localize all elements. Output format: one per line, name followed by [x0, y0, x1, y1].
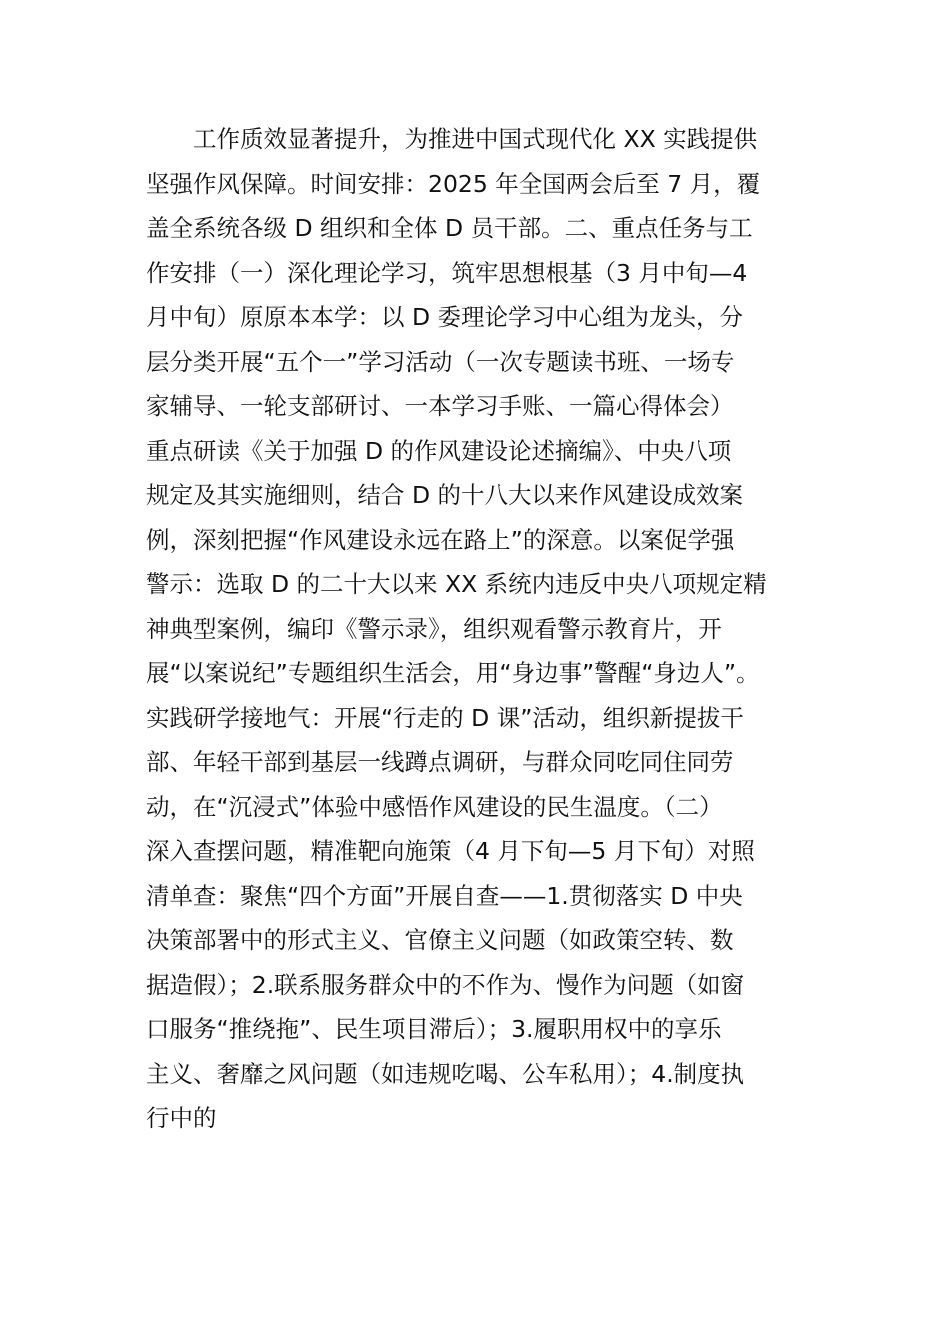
text-line: 主义、奢靡之风问题（如违规吃喝、公车私用）；4.制度执 [146, 1059, 745, 1088]
text-line: 据造假）；2.联系服务群众中的不作为、慢作为问题（如窗 [146, 970, 745, 999]
text-line: 展“以案说纪”专题组织生活会，用“身边事”警醒“身边人”。 [146, 659, 760, 687]
text-line: 工作质效显著提升，为推进中国式现代化 XX 实践提供 [193, 125, 758, 153]
text-line: 坚强作风保障。时间安排：2025 年全国两会后至 7 月，覆 [146, 169, 761, 198]
text-line: 口服务“推绕拖”、民生项目滞后）；3.履职用权中的享乐 [146, 1015, 722, 1043]
text-line: 动，在“沉浸式”体验中感悟作风建设的民生温度。（二） [146, 792, 723, 821]
text-line: 深入查摆问题，精准靶向施策（4 月下旬—5 月下旬）对照 [146, 837, 755, 865]
text-line: 实践研学接地气：开展“行走的 D 课”活动，组织新提拔干 [146, 703, 744, 732]
text-line: 部、年轻干部到基层一线蹲点调研，与群众同吃同住同劳 [146, 748, 734, 776]
text-line: 清单查：聚焦“四个方面”开展自查——1.贯彻落实 D 中央 [146, 881, 743, 910]
text-line: 月中旬）原原本本学：以 D 委理论学习中心组为龙头，分 [146, 303, 744, 331]
text-line: 神典型案例，编印《警示录》，组织观看警示教育片，开 [146, 614, 722, 643]
text-line: 家辅导、一轮支部研讨、一本学习手账、一篇心得体会） [146, 392, 734, 420]
text-line: 行中的 [146, 1104, 217, 1132]
text-line: 例，深刻把握“作风建设永远在路上”的深意。以案促学强 [146, 525, 735, 554]
text-line: 重点研读《关于加强 D 的作风建设论述摘编》、中央八项 [146, 436, 732, 465]
text-line: 盖全系统各级 D 组织和全体 D 员干部。二、重点任务与工 [146, 214, 753, 242]
text-line: 警示：选取 D 的二十大以来 XX 系统内违反中央八项规定精 [146, 570, 767, 598]
text-line: 层分类开展“五个一”学习活动（一次专题读书班、一场专 [146, 347, 735, 376]
text-line: 规定及其实施细则，结合 D 的十八大以来作风建设成效案 [146, 481, 744, 509]
text-line: 作安排（一）深化理论学习，筑牢思想根基（3 月中旬—4 [146, 258, 748, 287]
text-line: 决策部署中的形式主义、官僚主义问题（如政策空转、数 [146, 926, 734, 954]
body-paragraph [146, 117, 826, 1141]
